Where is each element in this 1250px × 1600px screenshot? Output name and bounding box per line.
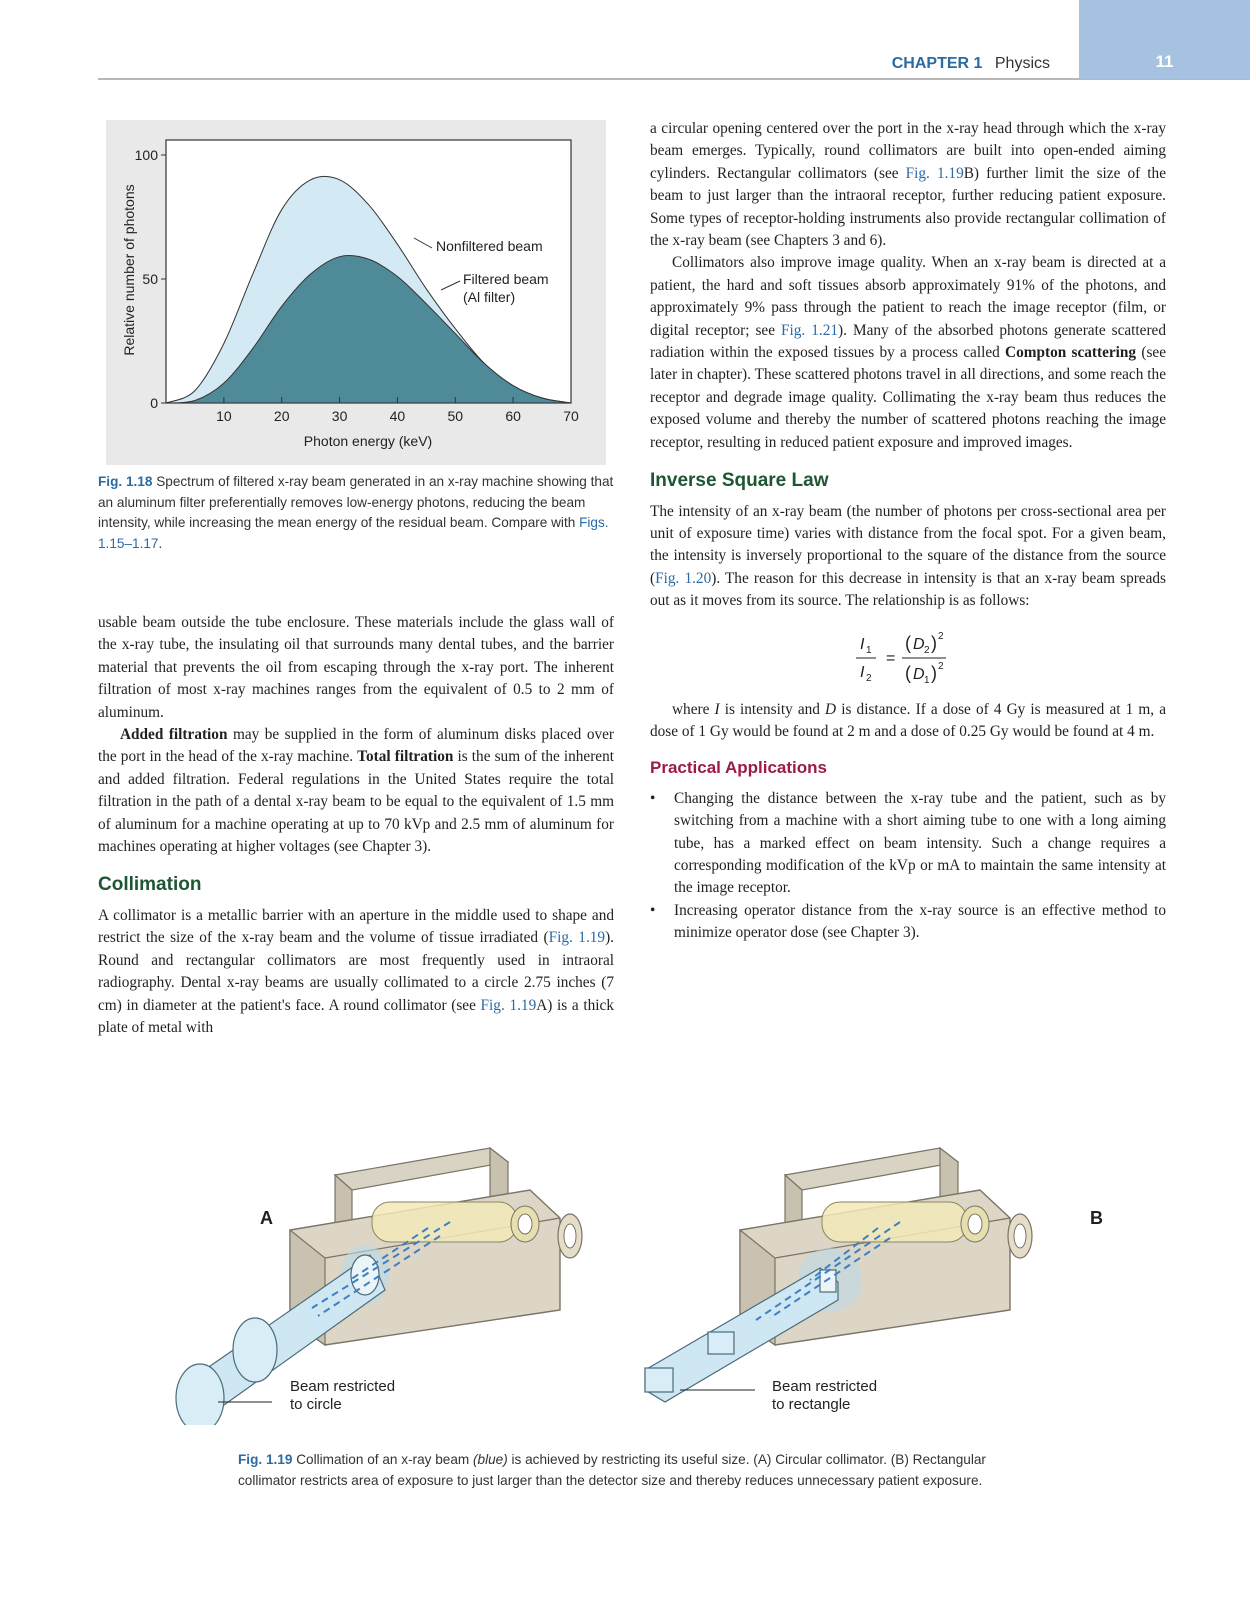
list-item: • Changing the distance between the x-ray tube and the patient, such as by switching from a machine with a short aiming tube to one with a long aiming tube, has a marked effect on beam intensity. Such a change requires a corresponding modification of the kVp or mA to maintain the same intensity at the image receptor.: [650, 788, 1166, 900]
var-i: I: [714, 700, 720, 718]
paragraph: [98, 724, 614, 858]
paragraph-text: is intensity and: [719, 700, 826, 718]
paragraph-text: a circular opening centered over the port in the x-ray head through which the x-ray beam emerges. Typically, round collimators are built into open-ended aiming cylinders. Rectangular collimators (see: [650, 120, 1166, 182]
x-tick-label: 40: [389, 408, 406, 424]
x-tick-label: 20: [273, 408, 290, 424]
x-tick-label: 10: [216, 408, 232, 424]
annotation-filtered-beam: Filtered beam: [463, 271, 549, 287]
right-column: [650, 118, 1166, 945]
figure-reference[interactable]: Figs. 1.15–1.17: [98, 515, 609, 551]
paragraph: [650, 699, 1166, 744]
y-axis-ticks: [135, 147, 166, 411]
y-tick-label: 100: [134, 147, 158, 163]
annotation-al-filter: (Al filter): [463, 289, 516, 305]
eq-sub-2: 2: [924, 644, 930, 656]
panel-label-a: A: [260, 1208, 273, 1228]
beam-label-line: Beam restricted: [290, 1378, 396, 1395]
x-axis-label: Photon energy (keV): [303, 433, 433, 449]
x-tick-label: 70: [563, 408, 579, 424]
figure-label: Fig. 1.18: [98, 474, 153, 489]
caption-italic: (blue): [472, 1452, 508, 1467]
term-added-filtration: Added filtration: [120, 726, 228, 744]
paragraph-text: A) is a thick plate of metal with: [98, 996, 614, 1036]
eq-sub-1: 1: [924, 674, 930, 686]
section-heading-collimation: Collimation: [98, 874, 202, 896]
left-column: [98, 612, 614, 1039]
term-compton-scattering: Compton scattering: [1005, 344, 1137, 362]
beam-label-circle: [290, 1378, 395, 1414]
var-d: D: [825, 700, 837, 718]
eq-equals: =: [886, 649, 896, 667]
eq-sub-1: 1: [866, 644, 872, 656]
eq-sub-2: 2: [866, 672, 872, 684]
eq-exponent: 2: [938, 660, 944, 672]
figure-1-19-caption: [238, 1450, 1038, 1491]
paragraph: usable beam outside the tube enclosure. These materials include the glass wall of the x-ray tube, the insulating oil that surrounds many dental tubes, and the barrier material that prevents the oil from escaping through the x-ray port. The inherent filtration of most x-ray machines ranges from the equivalent of 0.5 to 2 mm of aluminum.: [98, 614, 614, 721]
beam-label-line: to rectangle: [772, 1396, 851, 1413]
chapter-label: CHAPTER 1: [891, 55, 983, 72]
y-tick-label: 50: [142, 271, 158, 287]
x-tick-label: 50: [447, 408, 464, 424]
eq-paren-open: (: [905, 662, 911, 683]
annotation-nonfiltered-beam: Nonfiltered beam: [436, 238, 543, 254]
practical-applications-list: [650, 788, 1166, 945]
paragraph: [650, 118, 1166, 252]
figure-label: Fig. 1.19: [238, 1452, 293, 1467]
figure-reference[interactable]: Fig. 1.19: [548, 929, 606, 947]
caption-end: .: [158, 535, 163, 551]
running-head: [892, 55, 1050, 73]
term-total-filtration: Total filtration: [357, 748, 454, 766]
paragraph: [650, 252, 1166, 454]
paragraph-text: is the sum of the inherent and added filtration. Federal regulations in the United States require the total filtration in the path of a dental x-ray beam to be equal to the equivalent of 1.5 mm of aluminum for a machine operating at up to 70 kVp and 2.5 mm of aluminum for machines operating at higher voltages (see Chapter 3).: [98, 748, 614, 856]
figure-1-18-caption: [98, 472, 614, 554]
eq-numerator-d: D: [913, 635, 925, 653]
x-tick-label: 60: [505, 408, 521, 424]
paragraph: [650, 501, 1166, 613]
beam-label-line: Beam restricted: [772, 1378, 878, 1395]
paragraph-text: (see later in chapter). These scattered photons travel in all directions, and some reach the receptor and degrade image quality. Collimating the x-ray beam thus reduces the exposed volume and thereby the number of scattered photons reaching the image receptor, resulting in reduced patient exposure and improved images.: [650, 344, 1166, 451]
eq-paren-close: ): [931, 662, 937, 683]
chapter-title: Physics: [994, 55, 1050, 72]
caption-text: Collimation of an x-ray beam: [296, 1452, 473, 1467]
y-tick-label: 0: [150, 395, 158, 411]
caption-text: is achieved by restricting its useful size. (A) Circular collimator. (B) Rectangular collimator restricts area of exposure to just larger than the detector size and thereby reduces unnecessary patient exposure.: [238, 1452, 986, 1488]
spectrum-chart: [106, 120, 606, 465]
subsection-heading-practical-applications: Practical Applications: [650, 758, 827, 778]
paragraph-text: The intensity of an x-ray beam (the number of photons per cross-sectional area per unit of exposure time) varies with distance from the focal spot. For a given beam, the intensity is inversely proportional to the square of the distance from the source (: [650, 502, 1166, 587]
page-number: 11: [1155, 52, 1174, 71]
figure-reference[interactable]: Fig. 1.21: [781, 321, 839, 339]
eq-exponent: 2: [938, 630, 944, 642]
paragraph-text: ). The reason for this decrease in intensity is that an x-ray beam spreads out as it moves from its source. The relationship is as follows:: [650, 569, 1166, 610]
figure-reference[interactable]: Fig. 1.19: [480, 996, 537, 1014]
y-axis-label: Relative number of photons: [121, 184, 137, 356]
eq-denominator-i: I: [860, 663, 865, 681]
list-item: • Increasing operator distance from the x-ray source is an effective method to minimize operator dose (see Chapter 3).: [650, 900, 1166, 945]
paragraph-text: Collimators also improve image quality. When an x-ray beam is directed at a patient, the hard and soft tissues absorb approximately 91% of the photons, and approximately 9% pass through the patient to reach the image receptor (film, or digital receptor; see: [650, 254, 1166, 339]
beam-label-rectangle: [772, 1378, 877, 1414]
figure-1-19: [160, 1140, 1120, 1425]
paragraph-text: may be supplied in the form of aluminum disks placed over the port in the head of the x-ray machine.: [98, 726, 614, 766]
beam-label-line: to circle: [290, 1396, 342, 1413]
eq-denominator-d: D: [913, 665, 925, 683]
panel-label-b: B: [1090, 1208, 1103, 1228]
eq-paren-close: ): [931, 632, 937, 653]
paragraph-text: B) further limit the size of the beam to just larger than the intraoral receptor, further reducing patient exposure. Some types of receptor-holding instruments also provide rectangular collimation of the x-ray beam (see Chapters 3 and 6).: [650, 164, 1166, 250]
x-tick-label: 30: [331, 408, 348, 424]
header-rule: [98, 78, 1250, 80]
paragraph: [98, 905, 614, 1039]
eq-numerator-i: I: [860, 635, 865, 653]
equation-graphic: [650, 625, 1166, 689]
paragraph-text: ). Many of the absorbed photons generate scattered radiation within the exposed tissues by a process called: [650, 321, 1166, 362]
paragraph-text: A collimator is a metallic barrier with an aperture in the middle used to shape and restrict the size of the x-ray beam and the volume of tissue irradiated (: [98, 906, 614, 947]
figure-reference[interactable]: Fig. 1.19: [905, 164, 964, 182]
figure-1-18: [106, 120, 606, 465]
paragraph-text: is distance. If a dose of 4 Gy is measured at 1 m, a dose of 1 Gy would be found at 2 m and a dose of 0.25 Gy would be found at 4 m.: [650, 700, 1166, 740]
paragraph-text: where: [672, 700, 715, 718]
caption-text: Spectrum of filtered x-ray beam generated in an x-ray machine showing that an aluminum filter preferentially removes low-energy photons, reducing the beam intensity, while increasing the mean energy of the residual beam. Compare with: [98, 474, 614, 530]
figure-reference[interactable]: Fig. 1.20: [655, 569, 712, 587]
section-heading-inverse-square-law: Inverse Square Law: [650, 470, 829, 492]
inverse-square-equation: [650, 625, 1166, 689]
paragraph-text: ). Round and rectangular collimators are most frequently used in intraoral radiography. Dental x-ray beams are usually collimated to a circle 2.75 inches (7 cm) in diameter at the patient's face. A round collimator (see: [98, 929, 614, 1014]
eq-paren-open: (: [905, 632, 911, 653]
